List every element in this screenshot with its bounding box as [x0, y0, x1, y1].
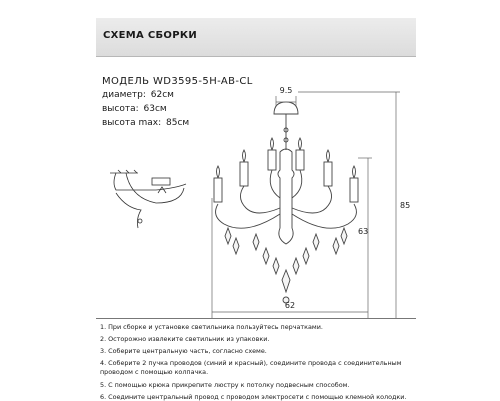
- dimension-top-cap: 9.5: [279, 86, 293, 95]
- divider: [96, 318, 416, 319]
- chandelier-drawing: [96, 58, 416, 318]
- dimension-height-max: 85: [400, 201, 411, 210]
- dimension-height-body: 63: [358, 227, 369, 236]
- instruction-step: 4. Соберите 2 пучка проводов (синий и красный), соедините провода с соединительным: [100, 359, 402, 367]
- dimension-lines: [212, 92, 400, 318]
- dimension-width: 62: [284, 301, 296, 310]
- assembly-sheet: [96, 18, 416, 400]
- spec-height-max-label: высота max:: [102, 118, 162, 128]
- model-name: МОДЕЛЬ WD3595-5H-AB-CL: [102, 76, 253, 87]
- spec-height-label: высота:: [102, 104, 139, 114]
- chandelier-outline: [214, 102, 358, 303]
- spec-height-value: 63см: [143, 104, 167, 114]
- header-bar: [96, 18, 416, 57]
- instruction-step: 6. Соедините центральный провод с проводом электросети с помощью клемной колодки.: [100, 393, 407, 401]
- instruction-step: 1. При сборке и установке светильника пользуйтесь перчатками.: [100, 323, 323, 331]
- spec-height-max-value: 85см: [166, 118, 190, 128]
- instruction-step: 3. Соберите центральную часть, согласно схеме.: [100, 347, 267, 355]
- page-title: СХЕМА СБОРКИ: [103, 30, 197, 41]
- spec-diameter-value: 62см: [150, 90, 174, 100]
- instruction-step: 5. С помощью крюка прикрепите люстру к потолку подвесным способом.: [100, 381, 350, 389]
- instruction-step: проводом с помощью колпачка.: [100, 368, 209, 376]
- spec-diameter-label: диаметр:: [102, 90, 146, 100]
- wiring-detail-sketch: [110, 170, 186, 228]
- instruction-step: 2. Осторожно извлеките светильник из упаковки.: [100, 335, 270, 343]
